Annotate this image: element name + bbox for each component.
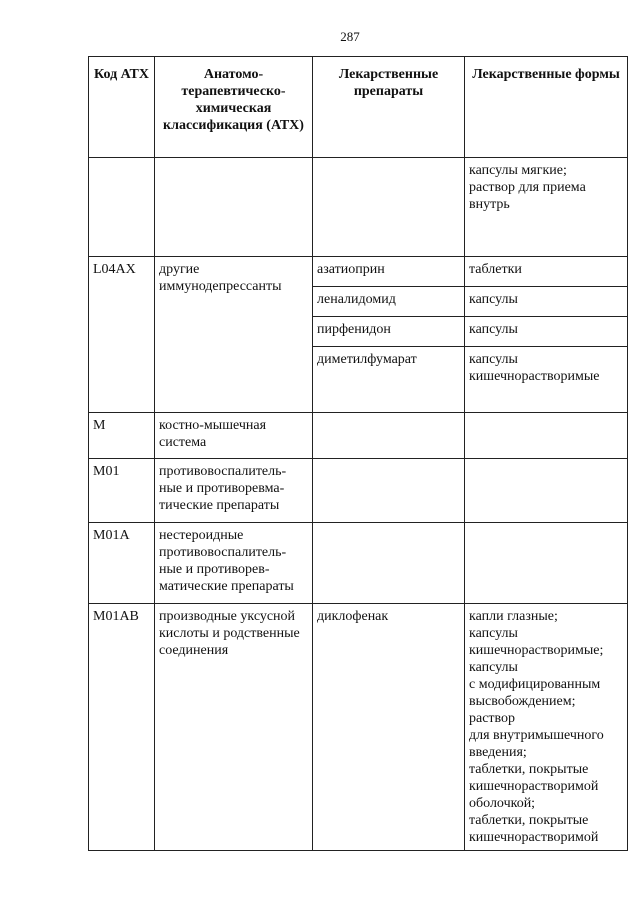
forms-cell: [465, 158, 628, 257]
forms-cell: [465, 459, 628, 523]
form-line: с модифицированным: [469, 677, 601, 692]
code-cell: M: [89, 413, 155, 459]
drug-cell: [313, 158, 465, 257]
forms-cell: [465, 604, 628, 851]
classification-cell: противовоспалитель-ные и противоревма-тические препараты: [155, 459, 313, 523]
form-line: таблетки, покрытые: [469, 813, 589, 828]
form-line: раствор: [469, 711, 516, 726]
drug-cell: диметилфумарат: [313, 347, 465, 413]
form-line: внутрь: [469, 197, 510, 212]
form-line: для внутримышечного: [469, 728, 604, 743]
form-line: оболочкой;: [469, 796, 536, 811]
table-row: [89, 158, 628, 257]
classification-cell: другие иммунодепрессанты: [155, 257, 313, 413]
form-line: капли глазные;: [469, 609, 558, 624]
form-line: введения;: [469, 745, 527, 760]
drug-cell: [313, 459, 465, 523]
code-cell: L04AX: [89, 257, 155, 413]
code-cell: M01AB: [89, 604, 155, 851]
forms-cell: [465, 413, 628, 459]
table-row: [89, 523, 628, 604]
form-line: таблетки, покрытые: [469, 762, 589, 777]
drug-cell: азатиоприн: [313, 257, 465, 287]
form-line: кишечнорастворимые;: [469, 643, 604, 658]
drug-cell: [313, 413, 465, 459]
drug-cell: диклофенак: [313, 604, 465, 851]
code-cell: [89, 158, 155, 257]
table-row: [89, 257, 628, 287]
table-row: [89, 604, 628, 851]
drug-cell: [313, 523, 465, 604]
form-line: высвобождением;: [469, 694, 576, 709]
forms-cell: таблетки: [465, 257, 628, 287]
classification-cell: производные уксусной кислоты и родственные соединения: [155, 604, 313, 851]
classification-cell: костно-мышечная система: [155, 413, 313, 459]
forms-cell: [465, 523, 628, 604]
header-drugs: Лекарственные препараты: [313, 57, 465, 158]
form-line: капсулы мягкие;: [469, 163, 567, 178]
page-number: 287: [340, 29, 360, 44]
form-line: кишечнорастворимой: [469, 779, 599, 794]
classification-cell: [155, 158, 313, 257]
forms-cell: капсулы: [465, 317, 628, 347]
header-code: Код АТХ: [89, 57, 155, 158]
code-cell: M01A: [89, 523, 155, 604]
table-row: [89, 459, 628, 523]
drug-cell: пирфенидон: [313, 317, 465, 347]
drug-table: [88, 56, 628, 851]
table-row: [89, 413, 628, 459]
code-cell: M01: [89, 459, 155, 523]
form-line: капсулы: [469, 660, 518, 675]
forms-cell: капсулы: [465, 287, 628, 317]
form-line: кишечнорастворимой: [469, 830, 599, 845]
classification-cell: нестероидные противовоспалитель-ные и противорев-матические препараты: [155, 523, 313, 604]
form-line: раствор для приема: [469, 180, 586, 195]
header-forms: Лекарственные формы: [465, 57, 628, 158]
form-line: капсулы: [469, 626, 518, 641]
header-classification: Анатомо-терапевтическо-химическая классификация (АТХ): [155, 57, 313, 158]
forms-cell: капсулы кишечнорастворимые: [465, 347, 628, 413]
drug-cell: леналидомид: [313, 287, 465, 317]
table-header-row: [89, 57, 628, 158]
